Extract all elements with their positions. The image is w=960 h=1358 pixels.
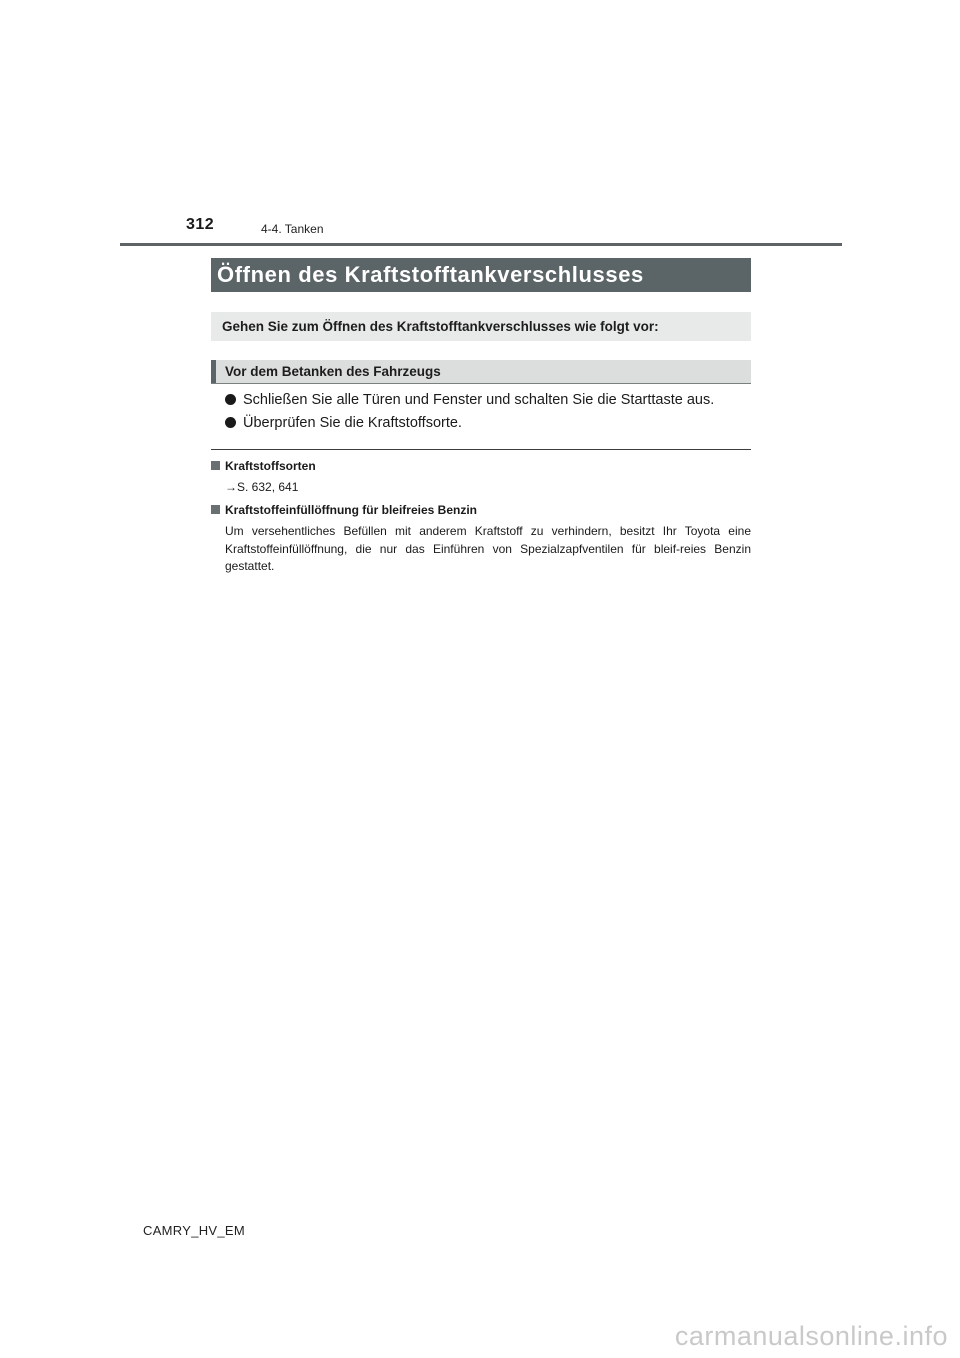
bullet-list bbox=[225, 391, 755, 437]
note-body: →S. 632, 641 bbox=[225, 480, 299, 494]
subsection-bar bbox=[211, 360, 751, 384]
bullet-dot-icon bbox=[225, 394, 236, 405]
footer-doc-id: CAMRY_HV_EM bbox=[143, 1223, 246, 1238]
note-heading-text: Kraftstoffsorten bbox=[225, 459, 316, 473]
subsection-accent bbox=[211, 360, 216, 383]
list-item bbox=[225, 391, 755, 409]
page-number: 312 bbox=[186, 216, 215, 233]
list-item bbox=[225, 414, 755, 432]
section-reference: 4-4. Tanken bbox=[261, 222, 324, 236]
bullet-dot-icon bbox=[225, 417, 236, 428]
subsection-label: Vor dem Betanken des Fahrzeugs bbox=[225, 364, 441, 379]
list-item-text: Überprüfen Sie die Kraftstoffsorte. bbox=[243, 415, 462, 431]
list-item-text: Schließen Sie alle Türen und Fenster und schalten Sie die Starttaste aus. bbox=[243, 392, 715, 408]
note-heading bbox=[211, 458, 751, 474]
watermark: carmanualsonline.info bbox=[674, 1321, 948, 1351]
page-title: Öffnen des Kraftstofftankverschlusses bbox=[211, 258, 751, 292]
square-bullet-icon bbox=[211, 461, 220, 470]
header-rule bbox=[120, 243, 842, 246]
intro-bar: Gehen Sie zum Öffnen des Kraftstofftankverschlusses wie folgt vor: bbox=[211, 312, 751, 341]
note-filler-opening bbox=[211, 502, 751, 576]
note-heading-text: Kraftstoffeinfüllöffnung für bleifreies Benzin bbox=[225, 503, 477, 517]
note-heading bbox=[211, 502, 751, 518]
square-bullet-icon bbox=[211, 505, 220, 514]
note-body: Um versehentliches Befüllen mit anderem Kraftstoff zu verhindern, besitzt Ihr Toyota eine Kraftstoffeinfüllöffnung, die nur das Einführen von Spezialzapfventilen für bleif-reies Benzin gestattet. bbox=[225, 524, 751, 573]
note-fuel-types bbox=[211, 458, 751, 497]
section-end-rule bbox=[211, 449, 751, 450]
